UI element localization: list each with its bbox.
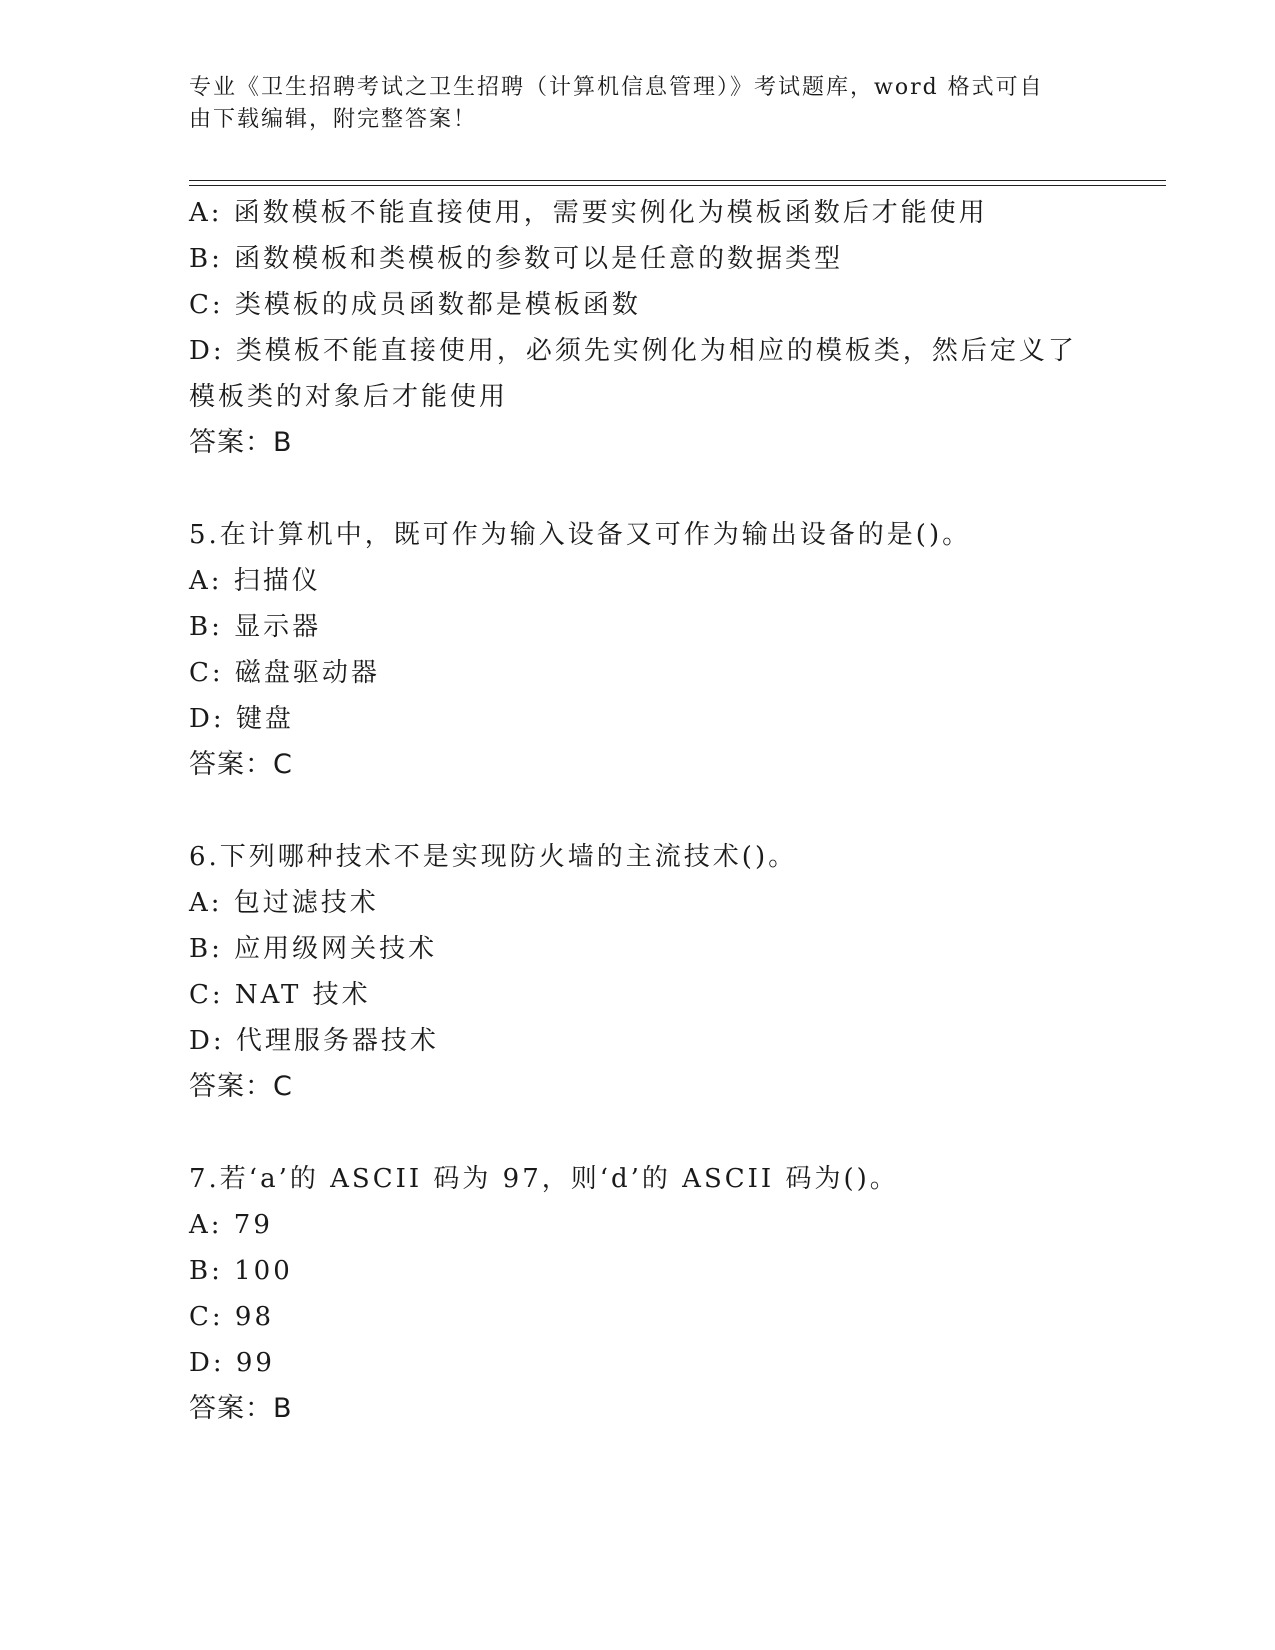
q5-option-b: B: 显示器: [189, 612, 322, 642]
q4-option-c: C: 类模板的成员函数都是模板函数: [189, 290, 641, 320]
q4-answer: 答案：B: [189, 427, 293, 458]
header-line-2: 由下载编辑，附完整答案！: [189, 107, 478, 132]
question-list: [189, 190, 1089, 1432]
q6-answer: 答案：C: [189, 1071, 293, 1102]
q7-option-d: D: 99: [189, 1348, 275, 1378]
q4-option-d-continued: 模板类的对象后才能使用: [189, 382, 509, 412]
q6-option-b: B: 应用级网关技术: [189, 934, 438, 964]
q6-option-c: C: NAT 技术: [189, 980, 371, 1010]
q5-answer: 答案：C: [189, 749, 293, 780]
q6-option-d: D: 代理服务器技术: [189, 1026, 439, 1056]
header-line-1: 专业《卫生招聘考试之卫生招聘（计算机信息管理）》考试题库，word 格式可自: [189, 75, 1044, 100]
q6-stem: 6.下列哪种技术不是实现防火墙的主流技术()。: [189, 842, 798, 872]
q5-option-a: A: 扫描仪: [189, 566, 321, 596]
q7-stem: 7.若‘a’的 ASCII 码为 97，则‘d’的 ASCII 码为()。: [189, 1164, 899, 1194]
q4-option-d: D: 类模板不能直接使用，必须先实例化为相应的模板类，然后定义了: [189, 336, 1077, 366]
header-divider-bottom: [189, 185, 1166, 186]
q7-option-b: B: 100: [189, 1256, 293, 1286]
q7-option-c: C: 98: [189, 1302, 275, 1332]
header-divider-top: [189, 180, 1166, 181]
document-header: [189, 72, 1089, 136]
q5-option-d: D: 键盘: [189, 704, 294, 734]
q4-option-b: B: 函数模板和类模板的参数可以是任意的数据类型: [189, 244, 844, 274]
q7-option-a: A: 79: [189, 1210, 273, 1240]
q7-answer: 答案：B: [189, 1393, 293, 1424]
q4-option-a: A: 函数模板不能直接使用，需要实例化为模板函数后才能使用: [189, 198, 988, 228]
q6-option-a: A: 包过滤技术: [189, 888, 379, 918]
q5-stem: 5.在计算机中，既可作为输入设备又可作为输出设备的是()。: [189, 520, 972, 550]
q5-option-c: C: 磁盘驱动器: [189, 658, 380, 688]
